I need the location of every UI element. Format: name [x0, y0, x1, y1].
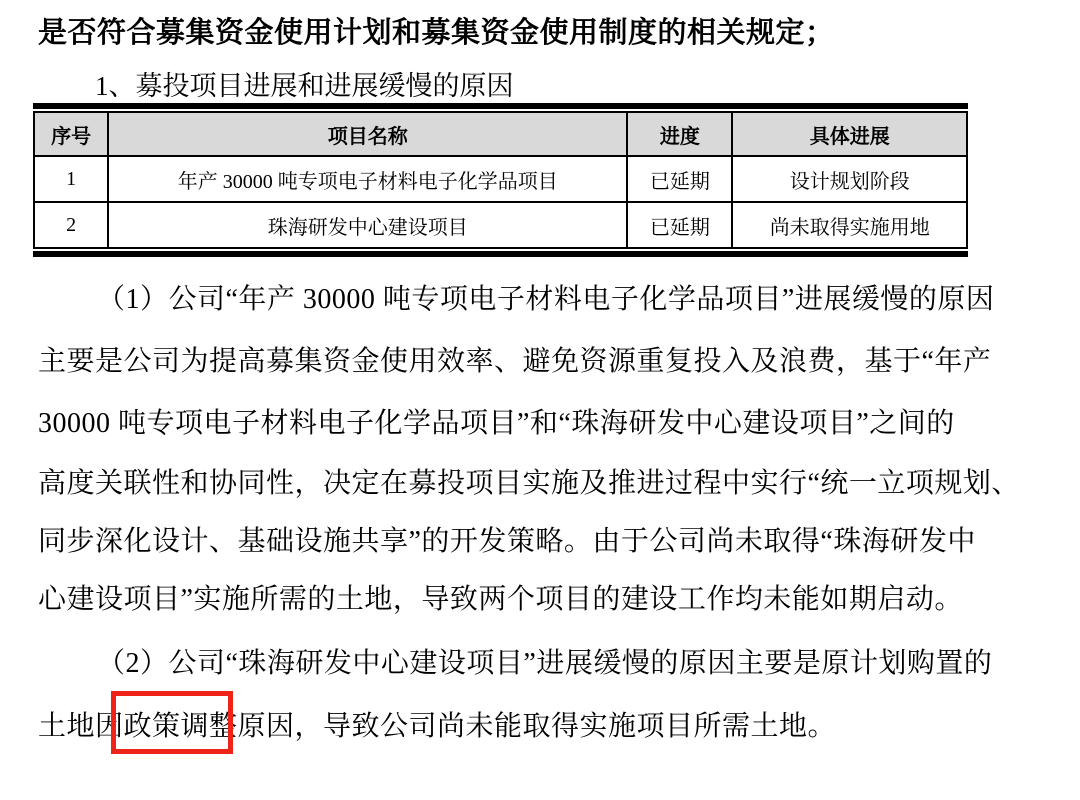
table-cell-project-name: 珠海研发中心建设项目 — [108, 202, 627, 248]
table-header-cell-no: 序号 — [34, 112, 108, 156]
paragraph-line: （2）公司“珠海研发中心建设项目”进展缓慢的原因主要是原计划购置的 — [97, 648, 993, 679]
paragraph-line: 同步深化设计、基础设施共享”的开发策略。由于公司尚未取得“珠海研发中 — [38, 526, 976, 557]
table-cell-project-name: 年产 30000 吨专项电子材料电子化学品项目 — [108, 156, 627, 202]
table-row — [34, 156, 967, 202]
paragraph-line: （1）公司“年产 30000 吨专项电子材料电子化学品项目”进展缓慢的原因 — [97, 284, 995, 315]
table-cell-status: 已延期 — [627, 156, 732, 202]
table-cell-progress: 设计规划阶段 — [732, 156, 967, 202]
paragraph-line: 高度关联性和协同性，决定在募投项目实施及推进过程中实行“统一立项规划、 — [38, 468, 1020, 499]
paragraph-line: 30000 吨专项电子材料电子化学品项目”和“珠海研发中心建设项目”之间的 — [38, 408, 955, 439]
paragraph-line: 土地因政策调整原因，导致公司尚未能取得实施项目所需土地。 — [38, 711, 837, 742]
table-cell-progress: 尚未取得实施用地 — [732, 202, 967, 248]
table-header-cell-status: 进度 — [627, 112, 732, 156]
paragraph-line: 心建设项目”实施所需的土地，导致两个项目的建设工作均未能如期启动。 — [38, 584, 963, 615]
table-header-row — [34, 112, 967, 156]
section-heading: 是否符合募集资金使用计划和募集资金使用制度的相关规定； — [38, 17, 835, 49]
table-row — [34, 202, 967, 248]
projects-progress-table — [33, 103, 968, 257]
table-cell-no: 2 — [34, 202, 108, 248]
table-cell-no: 1 — [34, 156, 108, 202]
paragraph-line: 主要是公司为提高募集资金使用效率、避免资源重复投入及浪费，基于“年产 — [38, 346, 992, 377]
table-cell-status: 已延期 — [627, 202, 732, 248]
table-header-cell-progress: 具体进展 — [732, 112, 967, 156]
subsection-heading: 1、募投项目进展和进展缓慢的原因 — [95, 71, 514, 101]
table-header-cell-project-name: 项目名称 — [108, 112, 627, 156]
